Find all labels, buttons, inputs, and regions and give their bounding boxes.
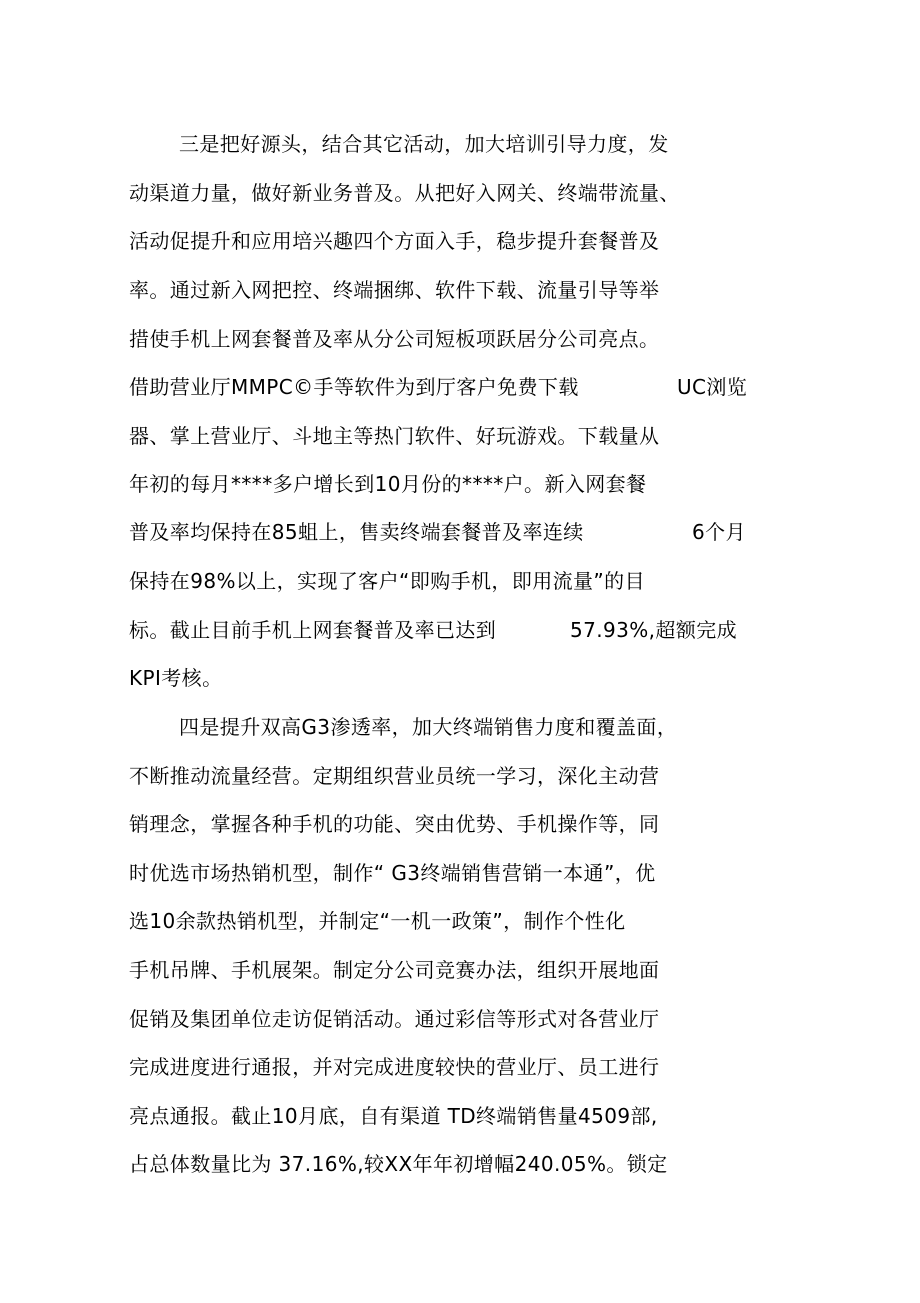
- text-line: 普及率均保持在85蛆上，售卖终端套餐普及率连续: [129, 520, 584, 544]
- text-line: 完成进度进行通报，并对完成进度较快的营业厅、员工进行: [129, 1055, 660, 1079]
- text-line: 6个月: [692, 520, 746, 544]
- text-line: 不断推动流量经营。定期组织营业员统一学习，深化主动营: [129, 764, 660, 788]
- text-line: 借助营业厅MMPC©手等软件为到厅客户免费下载: [129, 375, 579, 399]
- text-line: 保持在98%以上，实现了客户“即购手机，即用流量”的目: [129, 569, 645, 593]
- text-line: 年初的每月****多户增长到10月份的****户。新入网套餐: [129, 472, 647, 496]
- text-line: 亮点通报。截止10月底，自有渠道 TD终端销售量4509部,: [129, 1104, 658, 1128]
- text-line: 选10余款热销机型，并制定“一机一政策”，制作个性化: [129, 909, 626, 933]
- text-line: 动渠道力量，做好新业务普及。从把好入网关、终端带流量、: [129, 181, 680, 205]
- text-line: 措使手机上网套餐普及率从分公司短板项跃居分公司亮点。: [129, 327, 660, 351]
- text-line: KPI考核。: [129, 666, 223, 690]
- text-line: 器、掌上营业厅、斗地主等热门软件、好玩游戏。下载量从: [129, 424, 660, 448]
- text-line: 占总体数量比为 37.16%,较XX年年初增幅240.05%。锁定: [129, 1152, 668, 1176]
- text-line: 手机吊牌、手机展架。制定分公司竞赛办法，组织开展地面: [129, 958, 660, 982]
- text-line: 率。通过新入网把控、终端捆绑、软件下载、流量引导等举: [129, 278, 660, 302]
- text-line: 活动促提升和应用培兴趣四个方面入手，稳步提升套餐普及: [129, 229, 660, 253]
- text-line: 57.93%,超额完成: [570, 618, 738, 642]
- text-line: 四是提升双高G3渗透率，加大终端销售力度和覆盖面，: [179, 715, 678, 739]
- text-line: 时优选市场热销机型，制作“ G3终端销售营销一本通”，优: [129, 861, 656, 885]
- text-line: 标。截止目前手机上网套餐普及率已达到: [129, 618, 497, 642]
- text-line: 销理念，掌握各种手机的功能、突由优势、手机操作等，同: [129, 812, 660, 836]
- text-line: UC浏览: [677, 375, 748, 399]
- text-line: 三是把好源头，结合其它活动，加大培训引导力度，发: [179, 132, 669, 156]
- text-line: 促销及集团单位走访促销活动。通过彩信等形式对各营业厅: [129, 1007, 660, 1031]
